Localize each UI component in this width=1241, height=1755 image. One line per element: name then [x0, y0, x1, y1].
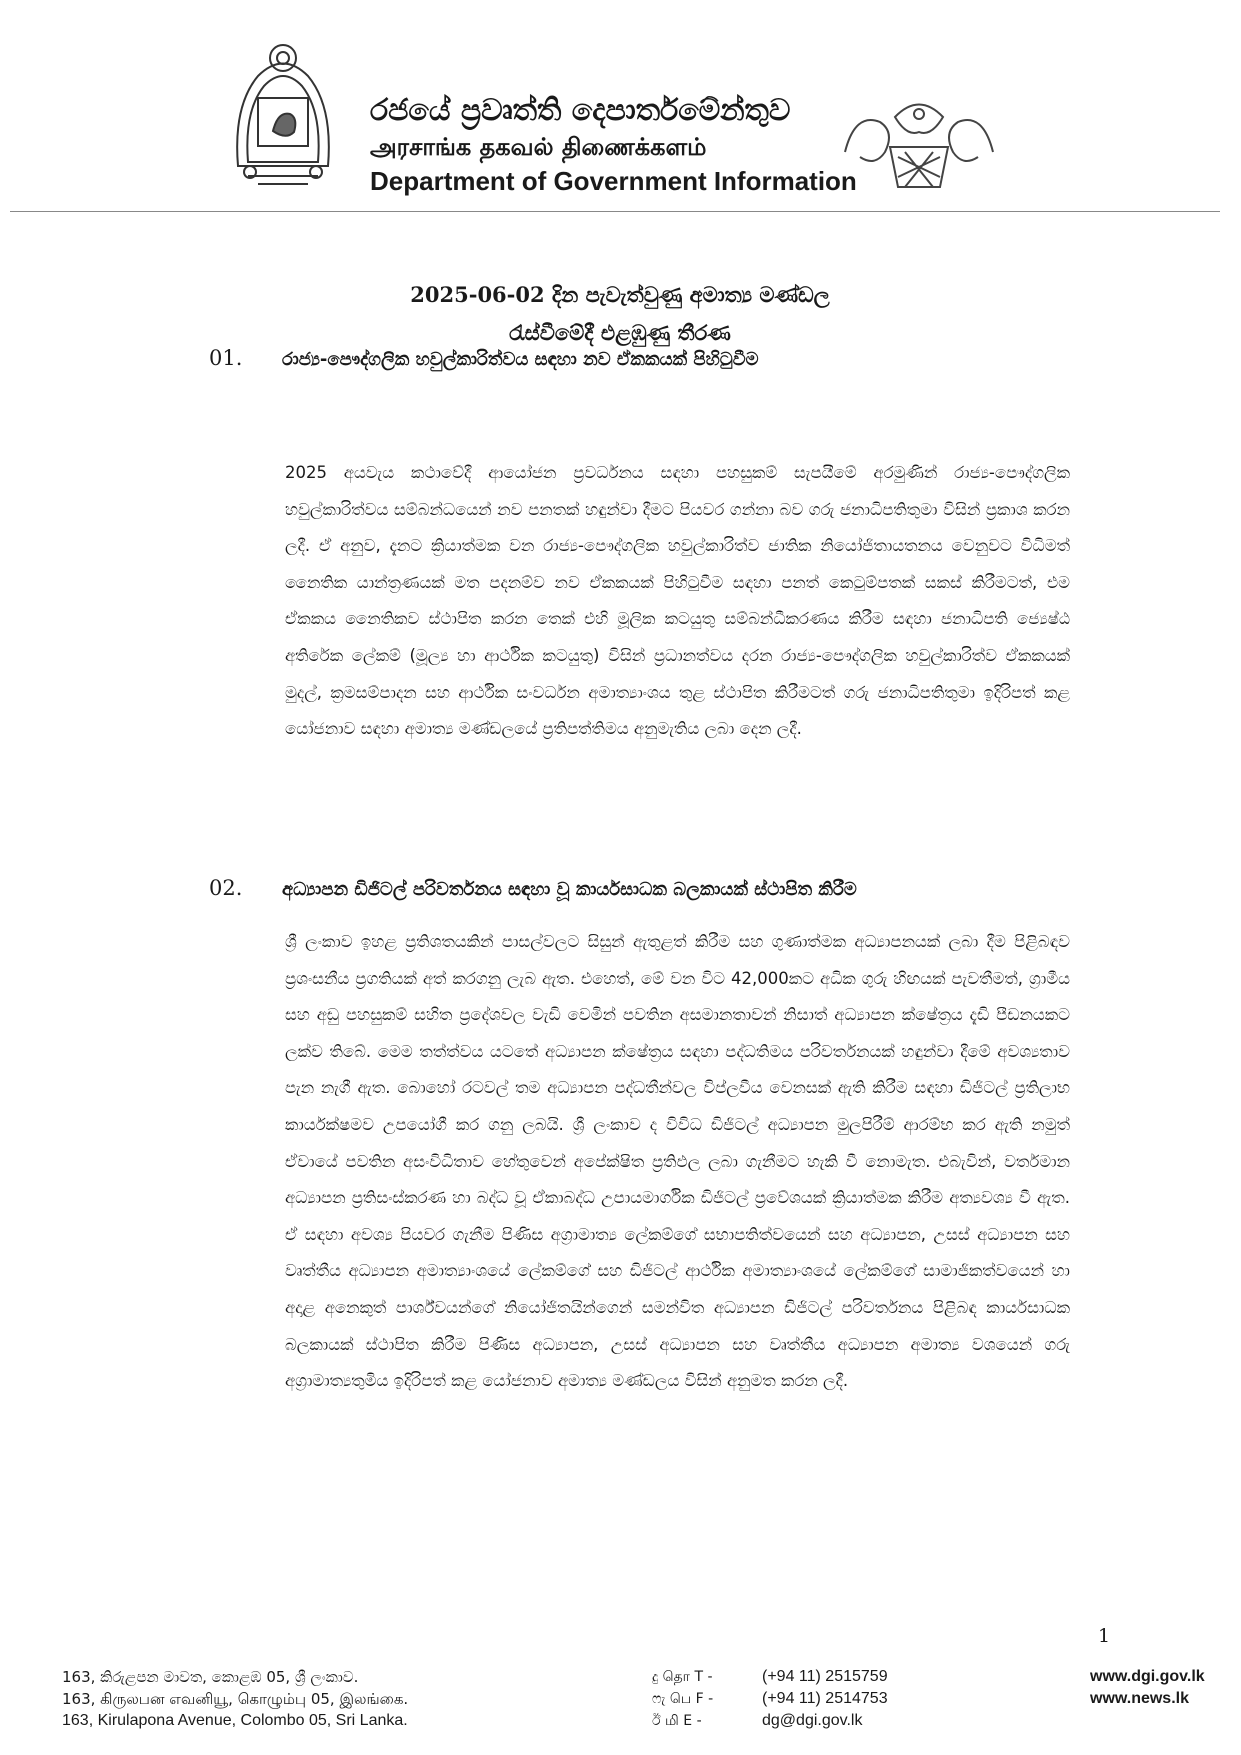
address-tamil: 163, கிருலபன எவனியூ, கொழும்பு 05, இலங்கை. — [62, 1690, 409, 1708]
item-body: ශ්‍රී ලංකාව ඉහළ ප්‍රතිශතයකින් පාසල්වලට සිසුන් ඇතුළත් කිරීම සහ ගුණාත්මක අධ්‍යාපනයක් ලබා දීම පිළිබඳව ප්‍රශංසනීය ප්‍රගතියක් අත් කරගනු ලැබ ඇත. එහෙත්, මේ වන විට 42,000කට අධික ගුරු හිඟයක් පැවතීමත්, ග්‍රාමීය සහ අඩු පහසුකම් සහිත ප්‍රදේශවල වැඩි වෙමින් පවතින අසමානතාවන් නිසාත් අධ්‍යාපන ක්ෂේත්‍රය දැඩි පීඩනයකට ලක්ව තිබේ. මෙම තත්ත්වය යටතේ අධ්‍යාපන ක්ෂේත්‍රය සඳහා පද්ධතිමය පරිවර්තනයක් හඳුන්වා දීමේ අවශ්‍යතාව පැන නැගී ඇත. බොහෝ රටවල් තම අධ්‍යාපන පද්ධතීන්වල විප්ලවීය වෙනසක් ඇති කිරීම සඳහා ඩිජිටල් ප්‍රතිලාභ කාර්යක්ෂමව උපයෝගී කර ගනු ලබයි. ශ්‍රී ලංකාව ද විවිධ ඩිජිටල් අධ්‍යාපන මුලපිරීම් ආරම්භ කර ඇති නමුත් ඒවායේ පවතින අසංවිධිතාව හේතුවෙන් අපේක්ෂිත ප්‍රතිඵල ලබා ගැනීමට හැකි වී නොමැත. එබැවින්, වර්තමාන අධ්‍යාපන ප්‍රතිසංස්කරණ හා බද්ධ වූ ඒකාබද්ධ උපායමාර්ගික ඩිජිටල් ප්‍රවේශයක් ක්‍රියාත්මක කිරීම අත්‍යවශ්‍ය වී ඇත. ඒ සඳහා අවශ්‍ය පියවර ගැනීම පිණිස අග්‍රාමාත්‍ය ලේකම්ගේ සභාපතිත්වයෙන් සහ අධ්‍යාපන, උසස් අධ්‍යාපන සහ වෘත්තීය අධ්‍යාපන අමාත්‍යාංශයේ ලේකම්ගේ සහ ඩිජිටල් ආර්ථික අමාත්‍යාංශයේ ලේකම්ගේ සාමාජිකත්වයෙන් හා අදාළ අනෙකුත් පාර්ශ්වයන්ගේ නියෝජිතයින්ගෙන් සමන්විත අධ්‍යාපන ඩිජිටල් පරිවර්තනය පිළිබඳ කාර්යසාධක බලකායක් ස්ථාපිත කිරීම පිණිස අධ්‍යාපන, උසස් අධ්‍යාපන සහ වෘත්තීය අධ්‍යාපන අමාත්‍ය වශයෙන් ගරු අග්‍රාමාත්‍යතුමිය ඉදිරිපත් කළ යෝජනාව අමාත්‍ය මණ්ඩලය විසින් අනුමත කරන ලදී. — [285, 932, 1070, 1391]
phone-number: (+94 11) 2515759 — [762, 1668, 888, 1685]
website-link[interactable]: www.dgi.gov.lk — [1090, 1668, 1205, 1685]
item-heading: අධ්‍යාපන ඩිජිටල් පරිවර්තනය සඳහා වූ කාර්යසාධක බලකායක් ස්ථාපිත කිරීම — [282, 879, 857, 900]
footer-address — [62, 1666, 408, 1732]
page-number: 1 — [1098, 1625, 1111, 1647]
traditional-ornament-icon — [835, 92, 1003, 192]
email-address[interactable]: dg@dgi.gov.lk — [762, 1712, 863, 1729]
email-row — [652, 1710, 888, 1732]
org-name-english: Department of Government Information — [370, 166, 857, 196]
letterhead — [0, 0, 1241, 215]
org-name-sinhala: රජයේ ප්‍රවෘත්ති දෙපාර්තමේන්තුව — [370, 93, 791, 128]
document-title — [300, 276, 940, 352]
item-body: 2025 අයවැය කථාවේදී ආයෝජන ප්‍රවර්ධනය සඳහා පහසුකම් සැපයීමේ අරමුණින් රාජ්‍ය-පෞද්ගලික හවුල්කාරිත්වය සම්බන්ධයෙන් නව පනතක් හඳුන්වා දීමට පියවර ගන්නා බව ගරු ජනාධිපතිතුමා විසින් ප්‍රකාශ කරන ලදී. ඒ අනුව, දැනට ක්‍රියාත්මක වන රාජ්‍ය-පෞද්ගලික හවුල්කාරිත්ව ජාතික නියෝජිතායතනය වෙනුවට විධිමත් නෛතික යාන්ත්‍රණයක් මත පදනම්ව නව ඒකකයක් පිහිටුවීම සඳහා පනත් කෙටුම්පතක් සකස් කිරීමටත්, එම ඒකකය නෛතිකව ස්ථාපිත කරන තෙක් එහි මූලික කටයුතු සම්බන්ධීකරණය කිරීම සඳහා ජනාධිපති ජ්‍යෙෂ්ඨ අතිරේක ලේකම් (මූල්‍ය හා ආර්ථික කටයුතු) විසින් ප්‍රධානත්වය දරන රාජ්‍ය-පෞද්ගලික හවුල්කාරිත්ව ඒකකයක් මුදල්, ක්‍රමසම්පාදන සහ ආර්ථික සංවර්ධන අමාත්‍යාංශය තුළ ස්ථාපිත කිරීමටත් ගරු ජනාධිපතිතුමා ඉදිරිපත් කළ යෝජනාව සඳහා අමාත්‍ය මණ්ඩලයේ ප්‍රතිපත්තිමය අනුමැතිය ලබා දෙන ලදී. — [285, 463, 1070, 739]
title-line-2: රැස්වීමේදී එළඹුණු තීරණ — [509, 320, 731, 345]
title-line-1: 2025-06-02 දින පැවැත්වුණු අමාත්‍ය මණ්ඩල — [410, 282, 830, 307]
footer-contacts — [652, 1666, 888, 1732]
email-label: ඊ மி E - — [652, 1713, 702, 1729]
item-number: 02. — [209, 876, 243, 900]
item-number: 01. — [209, 346, 243, 370]
website-link[interactable]: www.news.lk — [1090, 1690, 1189, 1707]
address-english: 163, Kirulapona Avenue, Colombo 05, Sri Lanka. — [62, 1712, 408, 1729]
item-heading: රාජ්‍ය-පෞද්ගලික හවුල්කාරිත්වය සඳහා නව ඒකකයක් පිහිටුවීම — [282, 349, 759, 370]
footer-websites — [1090, 1666, 1205, 1710]
header-divider — [10, 211, 1220, 212]
fax-label: ෆැ பெ F - — [652, 1691, 714, 1707]
phone-label: දු தொ T - — [652, 1669, 713, 1685]
address-sinhala: 163, කිරුළපන මාවත, කොළඹ 05, ශ්‍රී ලංකාව. — [62, 1668, 359, 1686]
fax-number: (+94 11) 2514753 — [762, 1690, 888, 1707]
org-name-tamil: அரசாங்க தகவல் திணைக்களம் — [370, 133, 707, 161]
phone-row — [652, 1666, 888, 1688]
national-emblem-icon — [228, 36, 338, 188]
fax-row — [652, 1688, 888, 1710]
